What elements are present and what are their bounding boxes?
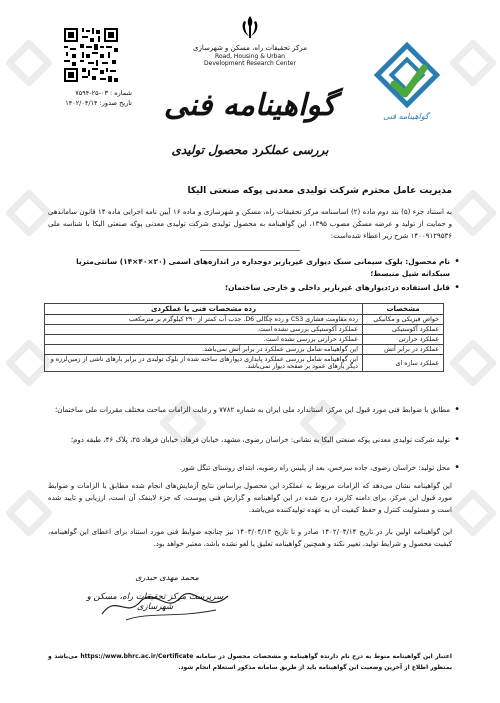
divider: [200, 250, 300, 251]
national-emblem-icon: [239, 14, 261, 40]
usage-item: [50, 282, 460, 294]
addressee: مدیریت عامل محترم شرکت تولیدی معدنی پوکه صنعتی الیکا: [187, 186, 452, 196]
table-row: [45, 315, 444, 325]
qr-code-icon: [62, 26, 120, 84]
certificate-title: گواهینامه فنی: [163, 88, 337, 123]
watermark-icon: [6, 40, 52, 86]
column-header: رده مشخصات فنی یا عملکردی: [45, 304, 363, 315]
table-row: [45, 325, 444, 335]
product-item: [50, 256, 460, 280]
signatory-role: سرپرست مرکز تحقیقات راه، مسکن و شهرسازی: [86, 592, 224, 612]
certificate-subtitle: بررسی عملکرد محصول تولیدی: [171, 143, 329, 157]
table-cell: عملکرد حرارتی بررسی نشده است.: [45, 335, 363, 345]
table-cell: عملکرد سازه ای: [363, 355, 444, 372]
intro-paragraph: به استناد جزء (۵) بند دوم ماده (۲) اساسنامه مرکز تحقیقات راه، مسکن و شهرسازی و ماده ۱۶ آیین نامه اجرایی ماده ۱۴ قانون ساماندهی و حمایت از تولید و عرضه مسکن مصوب ۱۳۹۵، این گواهینامه به محصول تولیدی شرکت تولیدی معدنی پوکه صنعتی الیکا با شناسه ملی ۱۴۰۰۹۱۲۹۵۳۶ شرح زیر اعطاء شده‌است:: [48, 208, 452, 240]
validity-paragraph: این گواهینامه نشان می‌دهد که الزامات مربوط به عملکرد این محصول براساس نتایج آزمایش‌های انجام شده مطابق با الزامات و ضوابط مورد قبول این مرکز، برای دامنه کاربرد درج شده در این گواهینامه و گزارش فنی پیوست، که جزء لاینفک آن است، ارزیابی و تایید شده است و مسئولیت کنترل و حفظ کیفیت آن به عهده تولیدکننده می‌باشد.: [48, 482, 452, 514]
list-item: • تولید شرکت تولیدی معدنی پوکه صنعتی الیکا به نشانی: خراسان رضوی، مشهد، خیابان فرهاد، خیابان فرهاد ۲۵، پلاک ۴۶، طبقه دوم؛: [50, 434, 460, 446]
spec-table: [44, 303, 444, 372]
serial-number: شماره : ۰۳-۲۵-۷۵۹۴: [75, 89, 132, 97]
watermark-icon: [450, 490, 496, 536]
organization-name-en: Road, Housing & Urban Development Research Center: [204, 53, 296, 67]
table-cell: عملکرد آکوستیکی بررسی نشده است.: [45, 325, 363, 335]
table-cell: رده مقاومت فشاری CS3 و رده چگالی D6. جذب آب کمتر از ۲۹۰ کیلوگرم بر مترمکعب: [45, 315, 363, 325]
watermark-icon: [6, 190, 52, 236]
standard-item: [50, 404, 460, 416]
column-header: مشخصات: [363, 304, 444, 315]
list-item: • قابل استفاده در:دیوارهای غیرباربر داخلی و خارجی ساختمان؛: [50, 282, 460, 294]
issue-date: تاریخ صدور: ۱۴۰۲/۰۴/۱۴: [65, 99, 132, 107]
company-item: [50, 434, 460, 446]
watermark-icon: [6, 490, 52, 536]
table-cell: عملکرد آکوستیکی: [363, 325, 444, 335]
table-row: [45, 355, 444, 372]
table-row: [45, 345, 444, 355]
logo-caption: گواهینامه فنی: [383, 112, 429, 121]
organization-name: مرکز تحقیقات راه، مسکن و شهرسازی: [193, 44, 307, 52]
table-cell: این گواهینامه شامل بررسی عملکرد در برابر آتش نمی‌باشد.: [45, 345, 363, 355]
certificate-logo-icon: [372, 40, 442, 110]
list-item: • مطابق با ضوابط فنی مورد قبول این مرکز، استاندارد ملی ایران به شماره ۷۷۸۲ و رعایت الزامات مباحث مختلف مقررات ملی ساختمان؛: [50, 404, 460, 416]
table-cell: این گواهینامه شامل بررسی عملکرد پایداری دیوارهای ساخته شده از بلوک تولیدی در برابر بارهای ناشی از زمین‌لرزه و دیگر بارهای عمود بر صفحه دیوار نمی‌باشد.: [45, 355, 363, 372]
serial-block: [52, 88, 132, 108]
watermark-icon: [450, 340, 496, 386]
site-item: [50, 462, 460, 474]
list-item: • محل تولید: خراسان رضوی، جاده سرخس، بعد از پلیس راه رضویه، ابتدای روستای تنگل شور.: [50, 462, 460, 474]
watermark-icon: [450, 190, 496, 236]
list-item: • نام محصول: بلوک سیمانی سبک دیواری غیرباربر دوجداره در اندازه‌های اسمی (۲۰×۴۰×۱۴) سانتی‌متربا سبکدانه شیل منبسط؛: [50, 256, 460, 280]
table-cell: عملکرد در برابر آتش: [363, 345, 444, 355]
table-row: [45, 335, 444, 345]
table-cell: عملکرد حرارتی: [363, 335, 444, 345]
watermark-icon: [450, 40, 496, 86]
table-cell: خواص فیزیکی و مکانیکی: [363, 315, 444, 325]
footer-note: اعتبار این گواهینامه منوط به درج نام دارنده گواهینامه و مشخصات محصول در سامانه https://www.bhrc.ac.ir/Certificate می‌باشد و بمنظور اطلاع از آخرین وضعیت این گواهینامه باید از طریق سامانه مذکور استعلام انجام شود.: [48, 653, 452, 671]
signatory-name: محمد مهدی حیدری: [135, 573, 199, 582]
table-header-row: [45, 304, 444, 315]
issue-paragraph: این گواهینامه اولین بار در تاریخ ۱۴۰۲/۰۴/۱۴ صادر و تا تاریخ ۱۴۰۳/۰۴/۱۳ نیز چنانچه ضوابط فنی مورد استناد برای اعطای این گواهینامه، کیفیت محصول و شرایط تولید، تغییر نکند و همچنین گواهینامه تعلیق یا لغو نشده باشد، معتبر خواهد بود.: [48, 528, 453, 548]
